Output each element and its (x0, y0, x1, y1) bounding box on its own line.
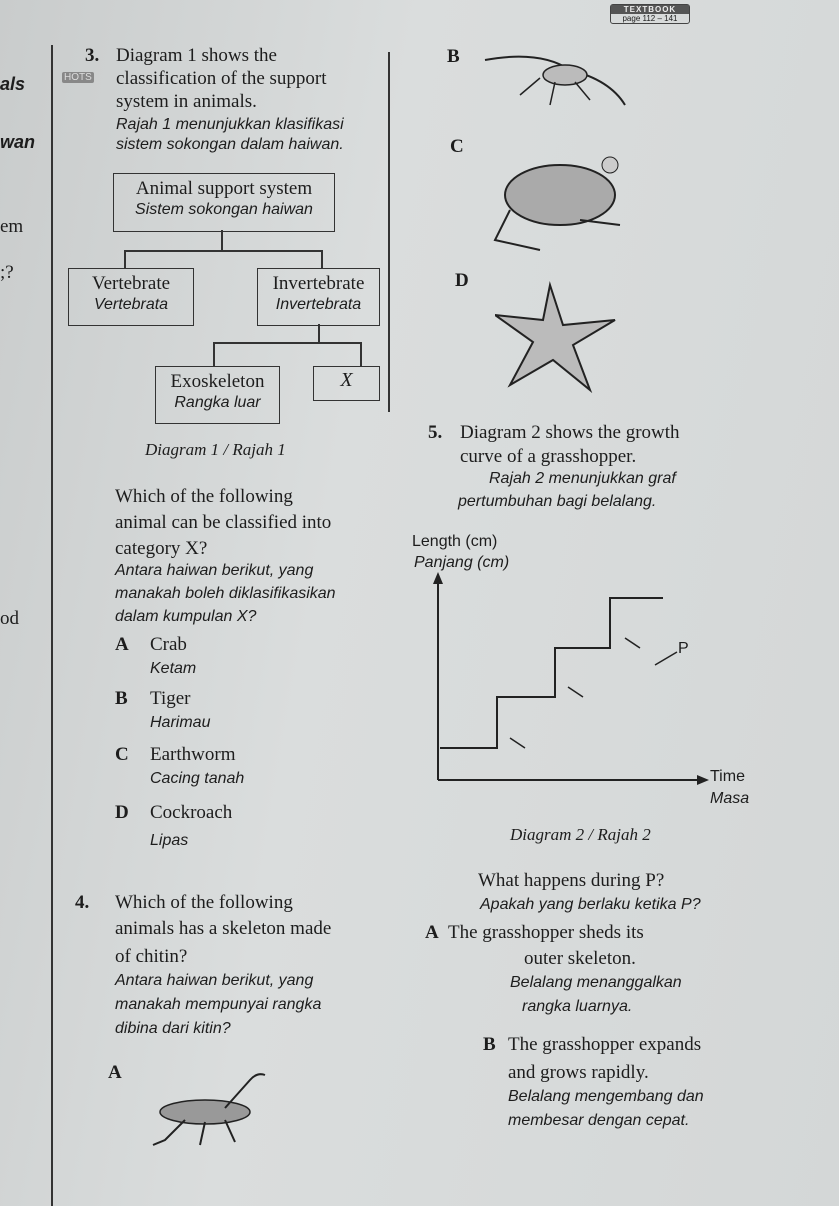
option-text: Earthworm (150, 744, 236, 765)
x-axis-label: Time (710, 768, 745, 785)
point-p-label: P (678, 640, 689, 657)
question-number: 5. (428, 422, 443, 443)
connector (221, 230, 223, 250)
column-divider (51, 45, 53, 1206)
question-number: 3. (85, 45, 100, 66)
node-label-malay: Invertebrata (275, 296, 362, 313)
diagram-node-root (113, 173, 335, 232)
connector (321, 250, 323, 268)
connector (360, 342, 362, 366)
option-text-malay: Harimau (150, 714, 211, 731)
connector (124, 250, 126, 268)
option-letter: D (115, 802, 129, 823)
node-label: Exoskeleton (170, 371, 265, 392)
option-text: and grows rapidly. (508, 1062, 649, 1083)
animal-label-c: C (450, 136, 464, 157)
pointer-arrows (510, 638, 677, 748)
question-text-malay: Antara haiwan berikut, yang (115, 972, 314, 989)
connector (213, 342, 215, 366)
crab-shrimp-illustration (480, 50, 630, 110)
node-label-malay: Rangka luar (174, 394, 261, 411)
question-text: Diagram 2 shows the growth (460, 422, 680, 443)
question-text: category X? (115, 538, 208, 559)
question-text-malay: dibina dari kitin? (115, 1020, 231, 1037)
growth-curve-graph (425, 570, 725, 790)
margin-text: em (0, 216, 24, 237)
starfish-illustration (495, 280, 625, 395)
option-text: Cockroach (150, 802, 233, 823)
y-axis-label-malay: Panjang (cm) (414, 554, 510, 571)
diagram-node-x: X (313, 366, 380, 401)
question-text: curve of a grasshopper. (460, 446, 637, 467)
node-label: Vertebrate (91, 273, 171, 294)
option-letter[interactable]: A (108, 1062, 122, 1083)
question-text: Which of the following (115, 892, 293, 913)
node-label-malay: Vertebrata (93, 296, 169, 313)
option-text-malay: rangka luarnya. (522, 998, 633, 1015)
option-text-malay: Lipas (150, 832, 189, 849)
option-letter: C (115, 744, 129, 765)
question-text-malay: dalam kumpulan X? (115, 608, 257, 625)
diagram-node-vertebrate (68, 268, 194, 326)
option-letter: B (483, 1034, 496, 1055)
x-axis-arrow (697, 775, 709, 785)
option-letter: B (115, 688, 128, 709)
question-text-malay: manakah boleh diklasifikasikan (115, 585, 336, 602)
margin-text: als (0, 74, 26, 94)
diagram-caption: Diagram 1 / Rajah 1 (145, 440, 286, 459)
question-text: system in animals. (116, 91, 257, 112)
diagram-node-invertebrate (257, 268, 380, 326)
question-text-malay: Antara haiwan berikut, yang (115, 562, 314, 579)
node-label-malay: Sistem sokongan haiwan (135, 201, 313, 218)
question-text-malay: sistem sokongan dalam haiwan. (116, 136, 344, 153)
margin-text: wan (0, 132, 36, 152)
option-text-malay: membesar dengan cepat. (508, 1112, 690, 1129)
node-label: Invertebrate (272, 273, 365, 294)
diagram-caption: Diagram 2 / Rajah 2 (510, 825, 651, 844)
frog-illustration (480, 140, 640, 260)
node-label: Animal support system (135, 178, 313, 199)
badge-title: TEXTBOOK (611, 5, 689, 14)
option-letter: A (115, 634, 129, 655)
hots-badge: HOTS (64, 72, 92, 83)
option-text: Crab (150, 634, 187, 655)
option-text: outer skeleton. (524, 948, 636, 969)
question-number: 4. (75, 892, 90, 913)
question-text-malay: Apakah yang berlaku ketika P? (480, 896, 701, 913)
margin-text: ;? (0, 262, 14, 283)
option-text-malay: Cacing tanah (150, 770, 245, 787)
connector (124, 250, 322, 252)
question-text-malay: manakah mempunyai rangka (115, 996, 322, 1013)
option-text-malay: Belalang mengembang dan (508, 1088, 704, 1105)
question-text: animals has a skeleton made (115, 918, 332, 939)
option-text-malay: Ketam (150, 660, 197, 677)
animal-label-b: B (447, 46, 460, 67)
option-letter: A (425, 922, 439, 943)
question-text: classification of the support (116, 68, 327, 89)
grasshopper-illustration (145, 1070, 275, 1155)
question-text: Which of the following (115, 486, 293, 507)
option-text: Tiger (150, 688, 191, 709)
question-text: What happens during P? (478, 870, 665, 891)
y-axis-label: Length (cm) (412, 533, 498, 550)
option-text-malay: Belalang menanggalkan (510, 974, 682, 991)
badge-pages: page 112 – 141 (622, 14, 678, 23)
diagram-node-exoskeleton (155, 366, 280, 424)
question-text-malay: pertumbuhan bagi belalang. (458, 493, 657, 510)
animal-label-d: D (455, 270, 469, 291)
margin-text: od (0, 608, 19, 629)
option-text: The grasshopper sheds its (448, 922, 644, 943)
question-text-malay: Rajah 2 menunjukkan graf (489, 470, 676, 487)
connector (318, 324, 320, 342)
textbook-badge (610, 4, 690, 24)
question-text: Diagram 1 shows the (116, 45, 277, 66)
column-divider (388, 52, 390, 412)
question-text-malay: Rajah 1 menunjukkan klasifikasi (116, 116, 344, 133)
y-axis-arrow (433, 572, 443, 584)
connector (213, 342, 361, 344)
growth-staircase (440, 598, 663, 748)
question-text: animal can be classified into (115, 512, 332, 533)
option-text: The grasshopper expands (508, 1034, 702, 1055)
question-text: of chitin? (115, 946, 188, 967)
x-axis-label-malay: Masa (710, 790, 750, 807)
